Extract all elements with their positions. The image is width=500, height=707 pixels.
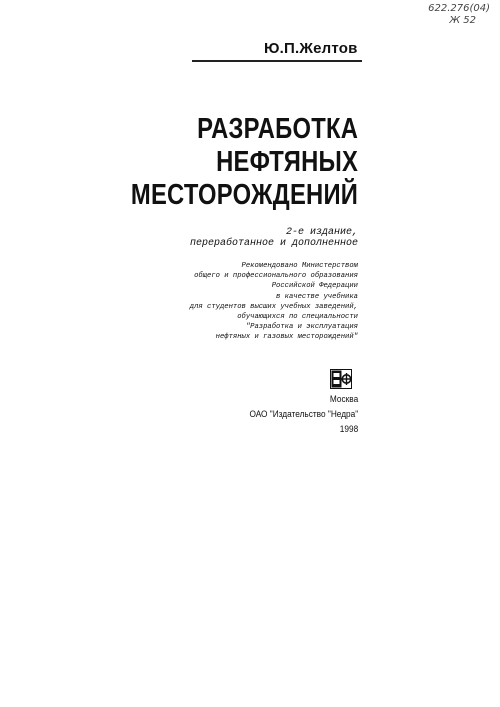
recommendation-line: нефтяных и газовых месторождений" <box>215 333 358 342</box>
recommendation-line: "Разработка и эксплуатация <box>245 323 358 332</box>
recommendation-line: обучающихся по специальности <box>237 313 358 322</box>
recommendation-line: общего и профессионального образования <box>194 272 358 281</box>
edition-info <box>190 227 358 249</box>
author-name: Ю.П.Желтов <box>264 40 358 57</box>
recommendation-line: для студентов высших учебных заведений, <box>189 302 358 311</box>
nedra-publisher-logo-icon <box>330 369 352 389</box>
recommendation-line: Рекомендовано Министерством <box>241 262 358 270</box>
handwritten-author-mark: Ж 52 <box>449 15 476 26</box>
book-title <box>131 113 358 212</box>
ministry-recommendation <box>190 261 358 343</box>
recommendation-line: Российской Федерации <box>271 282 358 291</box>
book-title-line: МЕСТОРОЖДЕНИЙ <box>130 179 358 211</box>
book-title-line: НЕФТЯНЫХ <box>215 146 358 178</box>
publisher-info <box>249 392 358 437</box>
edition-line: 2-е издание, <box>285 227 358 238</box>
handwritten-classification-code: 622.276(04) <box>428 3 490 14</box>
author-rule-divider <box>192 60 362 62</box>
publisher-city: Москва <box>329 394 358 404</box>
book-title-line: РАЗРАБОТКА <box>196 113 358 145</box>
publication-year: 1998 <box>339 424 358 434</box>
publisher-name: ОАО "Издательство "Недра" <box>249 409 358 419</box>
recommendation-line: в качестве учебника <box>276 292 358 301</box>
edition-line: переработанное и дополненное <box>189 238 358 249</box>
